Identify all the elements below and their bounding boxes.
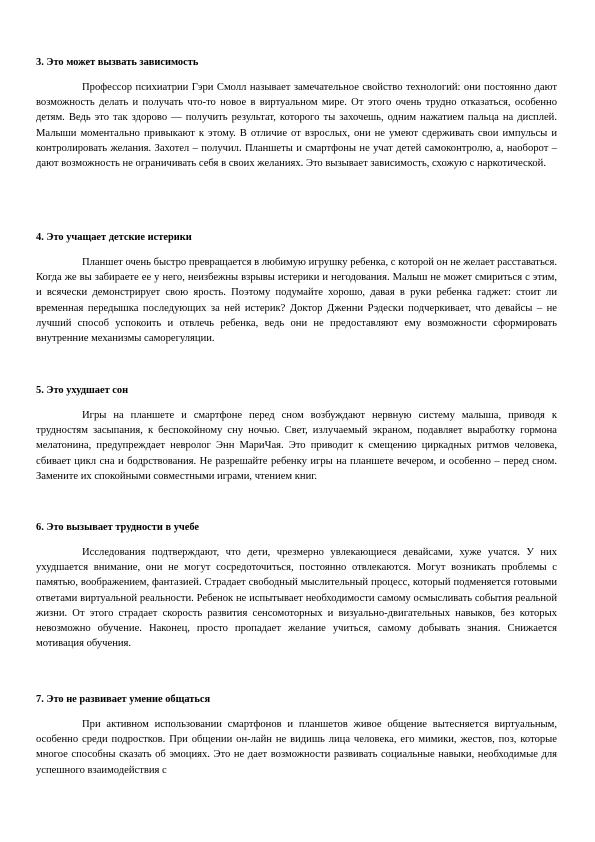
section-paragraph: Планшет очень быстро превращается в любимую игрушку ребенка, с которой он не желает расставаться. Когда же вы забираете ее у него, неизбежны взрывы истерики и негодования. Малыш не может смириться с этим, и всячески демонстрирует свою ярость. Поэтому подумайте хорошо, давая в руки ребенка гаджет: стоит ли временная передышка последующих за ней истерик? Доктор Дженни Рэдески подчеркивает, что девайсы – не лучший способ успокоить и отвлечь ребенка, ведь они не предоставляют ему возможности сформировать внутренние механизмы саморегуляции. xyxy=(36,257,557,345)
section-heading: 5. Это ухудшает сон xyxy=(36,385,129,396)
section-paragraph: Профессор психиатрии Гэри Смолл называет замечательное свойство технологий: они постоянно дают возможность делать и получать что-то новое в виртуальном мире. От этого очень трудно отказаться, особенно детям. Ведь это так здорово — получить результат, которого ты захочешь, одним нажатием пальца на дисплей. Малыши моментально привыкают к этому. В отличие от взрослых, они не умеют сдерживать свои импульсы и контролировать желания. Захотел – получил. Планшеты и смартфоны не учат детей самоконтролю, а, наоборот – дают возможность не ограничивать себя в своих желаниях. Это вызывает зависимость, схожую с наркотической. xyxy=(36,82,557,170)
section-heading: 6. Это вызывает трудности в учебе xyxy=(36,522,200,533)
section-heading: 4. Это учащает детские истерики xyxy=(36,232,192,243)
section-paragraph: Исследования подтверждают, что дети, чрезмерно увлекающиеся девайсами, хуже учатся. У них ухудшается внимание, они не могут сосредоточиться, постоянно отвлекаются. Могут возникать проблемы с памятью, воображением, фантазией. Страдает свободный мыслительный процесс, который подменяется готовыми ответами виртуальной реальности. Ребенок не испытывает необходимости самому осмысливать события реальной жизни. От этого страдает скорость развития сенсомоторных и визуально-двигательных навыков, без которых невозможно обучение. Наконец, просто пропадает желание учиться, самому добывать знания. Снижается мотивация обучения. xyxy=(36,547,557,650)
section-paragraph: При активном использовании смартфонов и планшетов живое общение вытесняется виртуальным, особенно среди подростков. При общении он-лайн не видишь лица человека, его мимики, жестов, поз, которые многое способны сказать об эмоциях. Это не дает возможности развивать социальные навыки, необходимые для успешного взаимодействия с xyxy=(36,719,557,776)
section-sleep xyxy=(36,384,557,484)
section-heading: 3. Это может вызвать зависимость xyxy=(36,57,199,68)
section-heading: 7. Это не развивает умение общаться xyxy=(36,694,211,705)
section-communication xyxy=(36,693,557,778)
section-learning xyxy=(36,521,557,651)
section-paragraph: Игры на планшете и смартфоне перед сном возбуждают нервную систему малыша, приводя к трудностям засыпания, к беспокойному сну ночью. Свет, излучаемый экраном, подавляет выработку гормона мелатонина, предупреждает невролог Энн МариЧая. Это приводит к смещению циркадных ритмов человека, сбивает цикл сна и бодрствования. Не разрешайте ребенку игры на планшете вечером, и особенно – перед сном. Замените их спокойными совместными играми, чтением книг. xyxy=(36,410,557,482)
section-dependence xyxy=(36,56,557,171)
section-tantrums xyxy=(36,231,557,346)
